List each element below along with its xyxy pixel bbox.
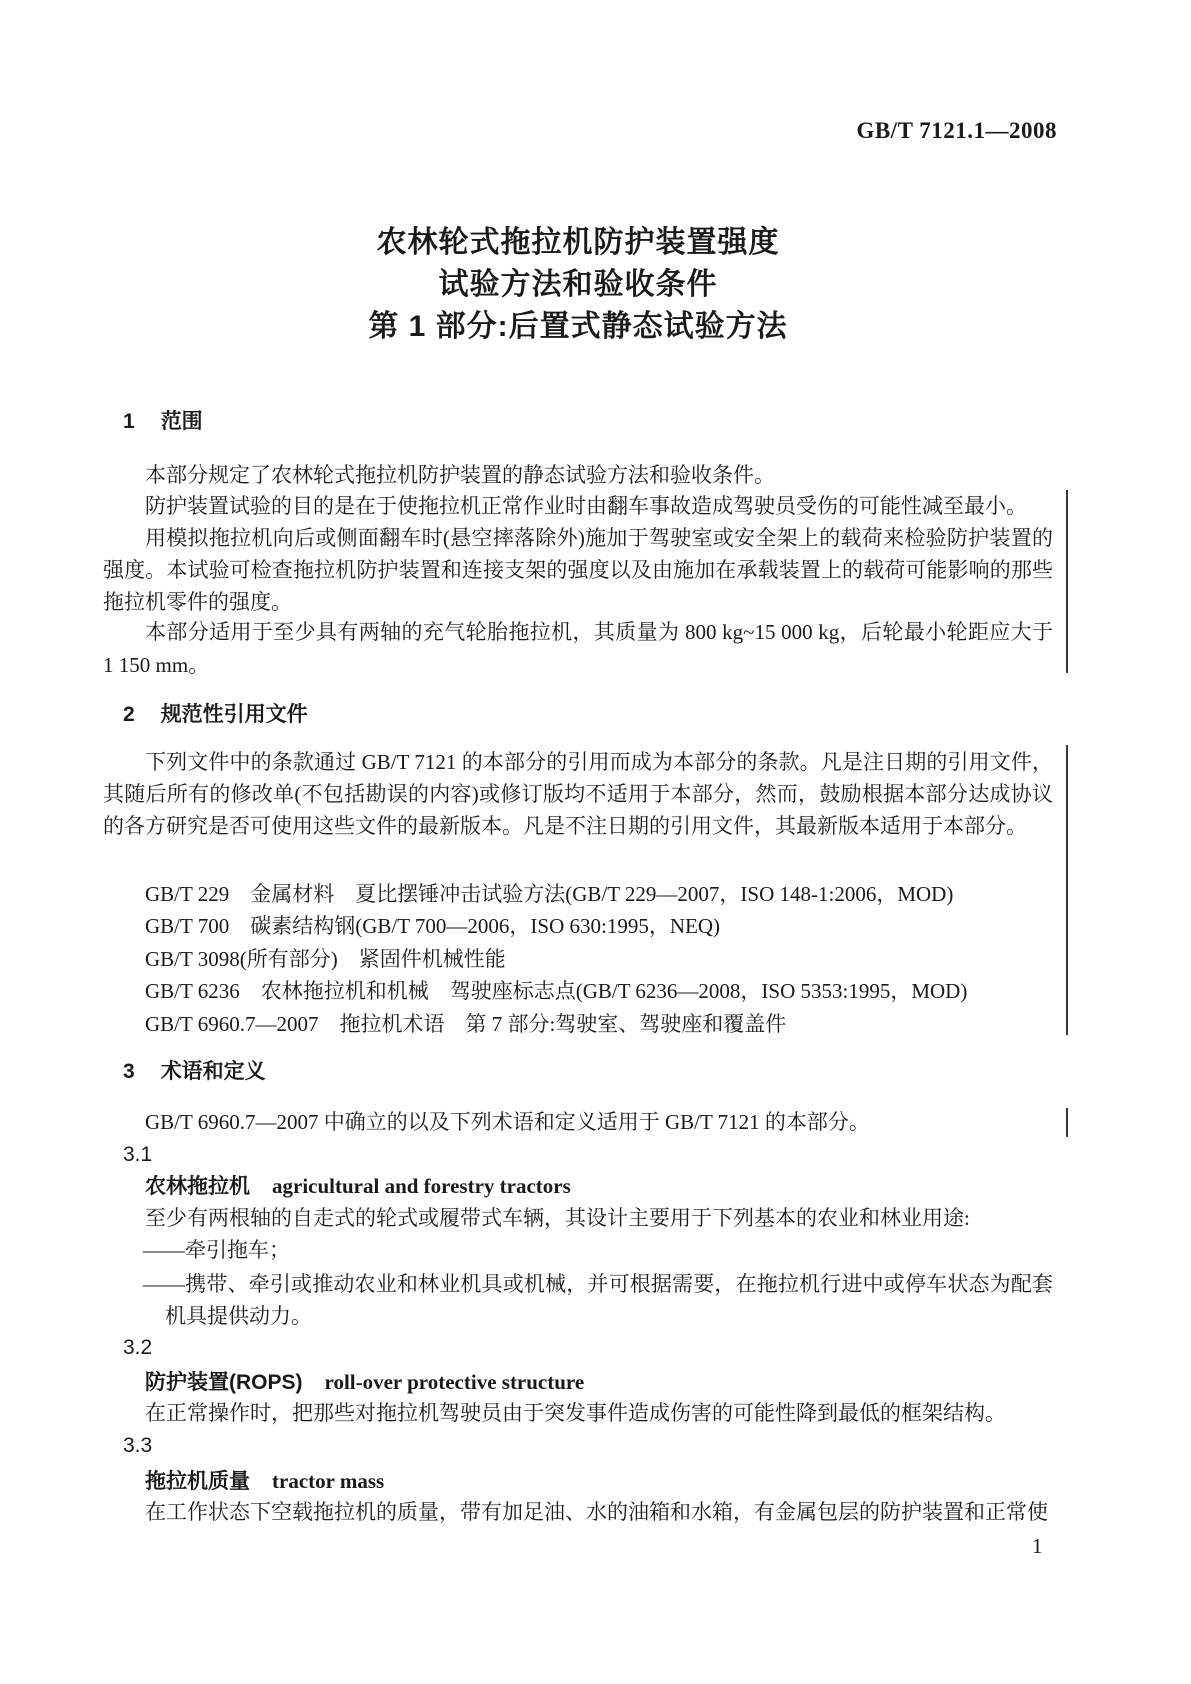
- definition-3-1-list-item-2: ——携带、牵引或推动农业和林业机具或机械，并可根据需要，在拖拉机行进中或停车状态为配套机具提供动力。: [143, 1272, 1053, 1328]
- section-1-paragraph-3: 用模拟拖拉机向后或侧面翻车时(悬空摔落除外)施加于驾驶室或安全架上的载荷来检验防护装置的强度。本试验可检查拖拉机防护装置和连接支架的强度以及由施加在承载装置上的载荷可能影响的那些拖拉机零件的强度。: [103, 526, 1053, 614]
- section-3-intro: GB/T 6960.7—2007 中确立的以及下列术语和定义适用于 GB/T 7121 的本部分。: [145, 1110, 870, 1134]
- reference-entry: GB/T 6960.7—2007 拖拉机术语 第 7 部分:驾驶室、驾驶座和覆盖件: [145, 1011, 787, 1036]
- term-3-2: [145, 1366, 584, 1399]
- document-title: [103, 222, 1053, 348]
- section-3-title: 术语和定义: [160, 1060, 266, 1083]
- clause-number-3-3: 3.3: [123, 1434, 153, 1457]
- definition-3-3: 在工作状态下空载拖拉机的质量，带有加足油、水的油箱和水箱，有金属包层的防护装置和正常使: [145, 1500, 1048, 1524]
- term-3-2-english: roll-over protective structure: [324, 1370, 585, 1394]
- section-2-title: 规范性引用文件: [160, 703, 308, 726]
- definition-3-1-list-item-1: ——牵引拖车；: [143, 1238, 290, 1262]
- reference-entry: GB/T 700 碳素结构钢(GB/T 700—2006，ISO 630:1995，NEQ): [145, 914, 720, 939]
- term-3-3-chinese: 拖拉机质量: [145, 1470, 250, 1493]
- section-2-intro: 下列文件中的条款通过 GB/T 7121 的本部分的引用而成为本部分的条款。凡是注日期的引用文件，其随后所有的修改单(不包括勘误的内容)或修订版均不适用于本部分，然而，鼓励根据本部分达成协议的各方研究是否可使用这些文件的最新版本。凡是不注日期的引用文件，其最新版本适用于本部分。: [103, 750, 1053, 838]
- reference-entry: GB/T 229 金属材料 夏比摆锤冲击试验方法(GB/T 229—2007，ISO 148-1:2006，MOD): [145, 882, 954, 906]
- definition-3-1: 至少有两根轴的自走式的轮式或履带式车辆，其设计主要用于下列基本的农业和林业用途:: [145, 1206, 970, 1230]
- section-1-paragraph-1: 本部分规定了农林轮式拖拉机防护装置的静态试验方法和验收条件。: [145, 463, 775, 487]
- clause-number-3-1: 3.1: [123, 1143, 153, 1166]
- section-1-paragraph-4: 本部分适用于至少具有两轴的充气轮胎拖拉机，其质量为 800 kg~15 000 kg，后轮最小轮距应大于 1 150 mm。: [103, 620, 1053, 677]
- section-3-number: 3: [123, 1060, 135, 1083]
- term-3-3-english: tractor mass: [272, 1469, 385, 1493]
- section-1-paragraph-2: 防护装置试验的目的是在于使拖拉机正常作业时由翻车事故造成驾驶员受伤的可能性减至最小。: [145, 494, 1027, 518]
- page-number: 1: [1032, 1534, 1043, 1558]
- reference-entry: GB/T 3098(所有部分) 紧固件机械性能: [145, 946, 506, 971]
- title-line-3: 第 1 部分:后置式静态试验方法: [368, 310, 788, 343]
- normative-reference-list: [103, 878, 1053, 1040]
- standard-code-header: GB/T 7121.1—2008: [856, 118, 1057, 143]
- term-3-3: [145, 1465, 384, 1498]
- section-1-title: 范围: [160, 410, 203, 433]
- section-3-heading: [123, 1055, 266, 1088]
- section-2-number: 2: [123, 703, 135, 726]
- reference-entry: GB/T 6236 农林拖拉机和机械 驾驶座标志点(GB/T 6236—2008，ISO 5353:1995，MOD): [145, 979, 968, 1004]
- title-line-2: 试验方法和验收条件: [438, 268, 718, 301]
- definition-3-2: 在正常操作时，把那些对拖拉机驾驶员由于突发事件造成伤害的可能性降到最低的框架结构。: [145, 1401, 1006, 1425]
- section-1-number: 1: [123, 410, 135, 433]
- revision-bar: [1066, 1108, 1068, 1137]
- section-2-heading: [123, 698, 308, 731]
- title-line-1: 农林轮式拖拉机防护装置强度: [376, 226, 780, 259]
- term-3-1: [145, 1170, 571, 1203]
- clause-number-3-2: 3.2: [123, 1336, 153, 1359]
- term-3-1-english: agricultural and forestry tractors: [272, 1174, 571, 1198]
- term-3-1-chinese: 农林拖拉机: [145, 1175, 250, 1198]
- term-3-2-chinese: 防护装置(ROPS): [145, 1371, 303, 1394]
- revision-bar: [1066, 490, 1068, 673]
- section-1-heading: [123, 405, 203, 438]
- revision-bar: [1066, 745, 1068, 1035]
